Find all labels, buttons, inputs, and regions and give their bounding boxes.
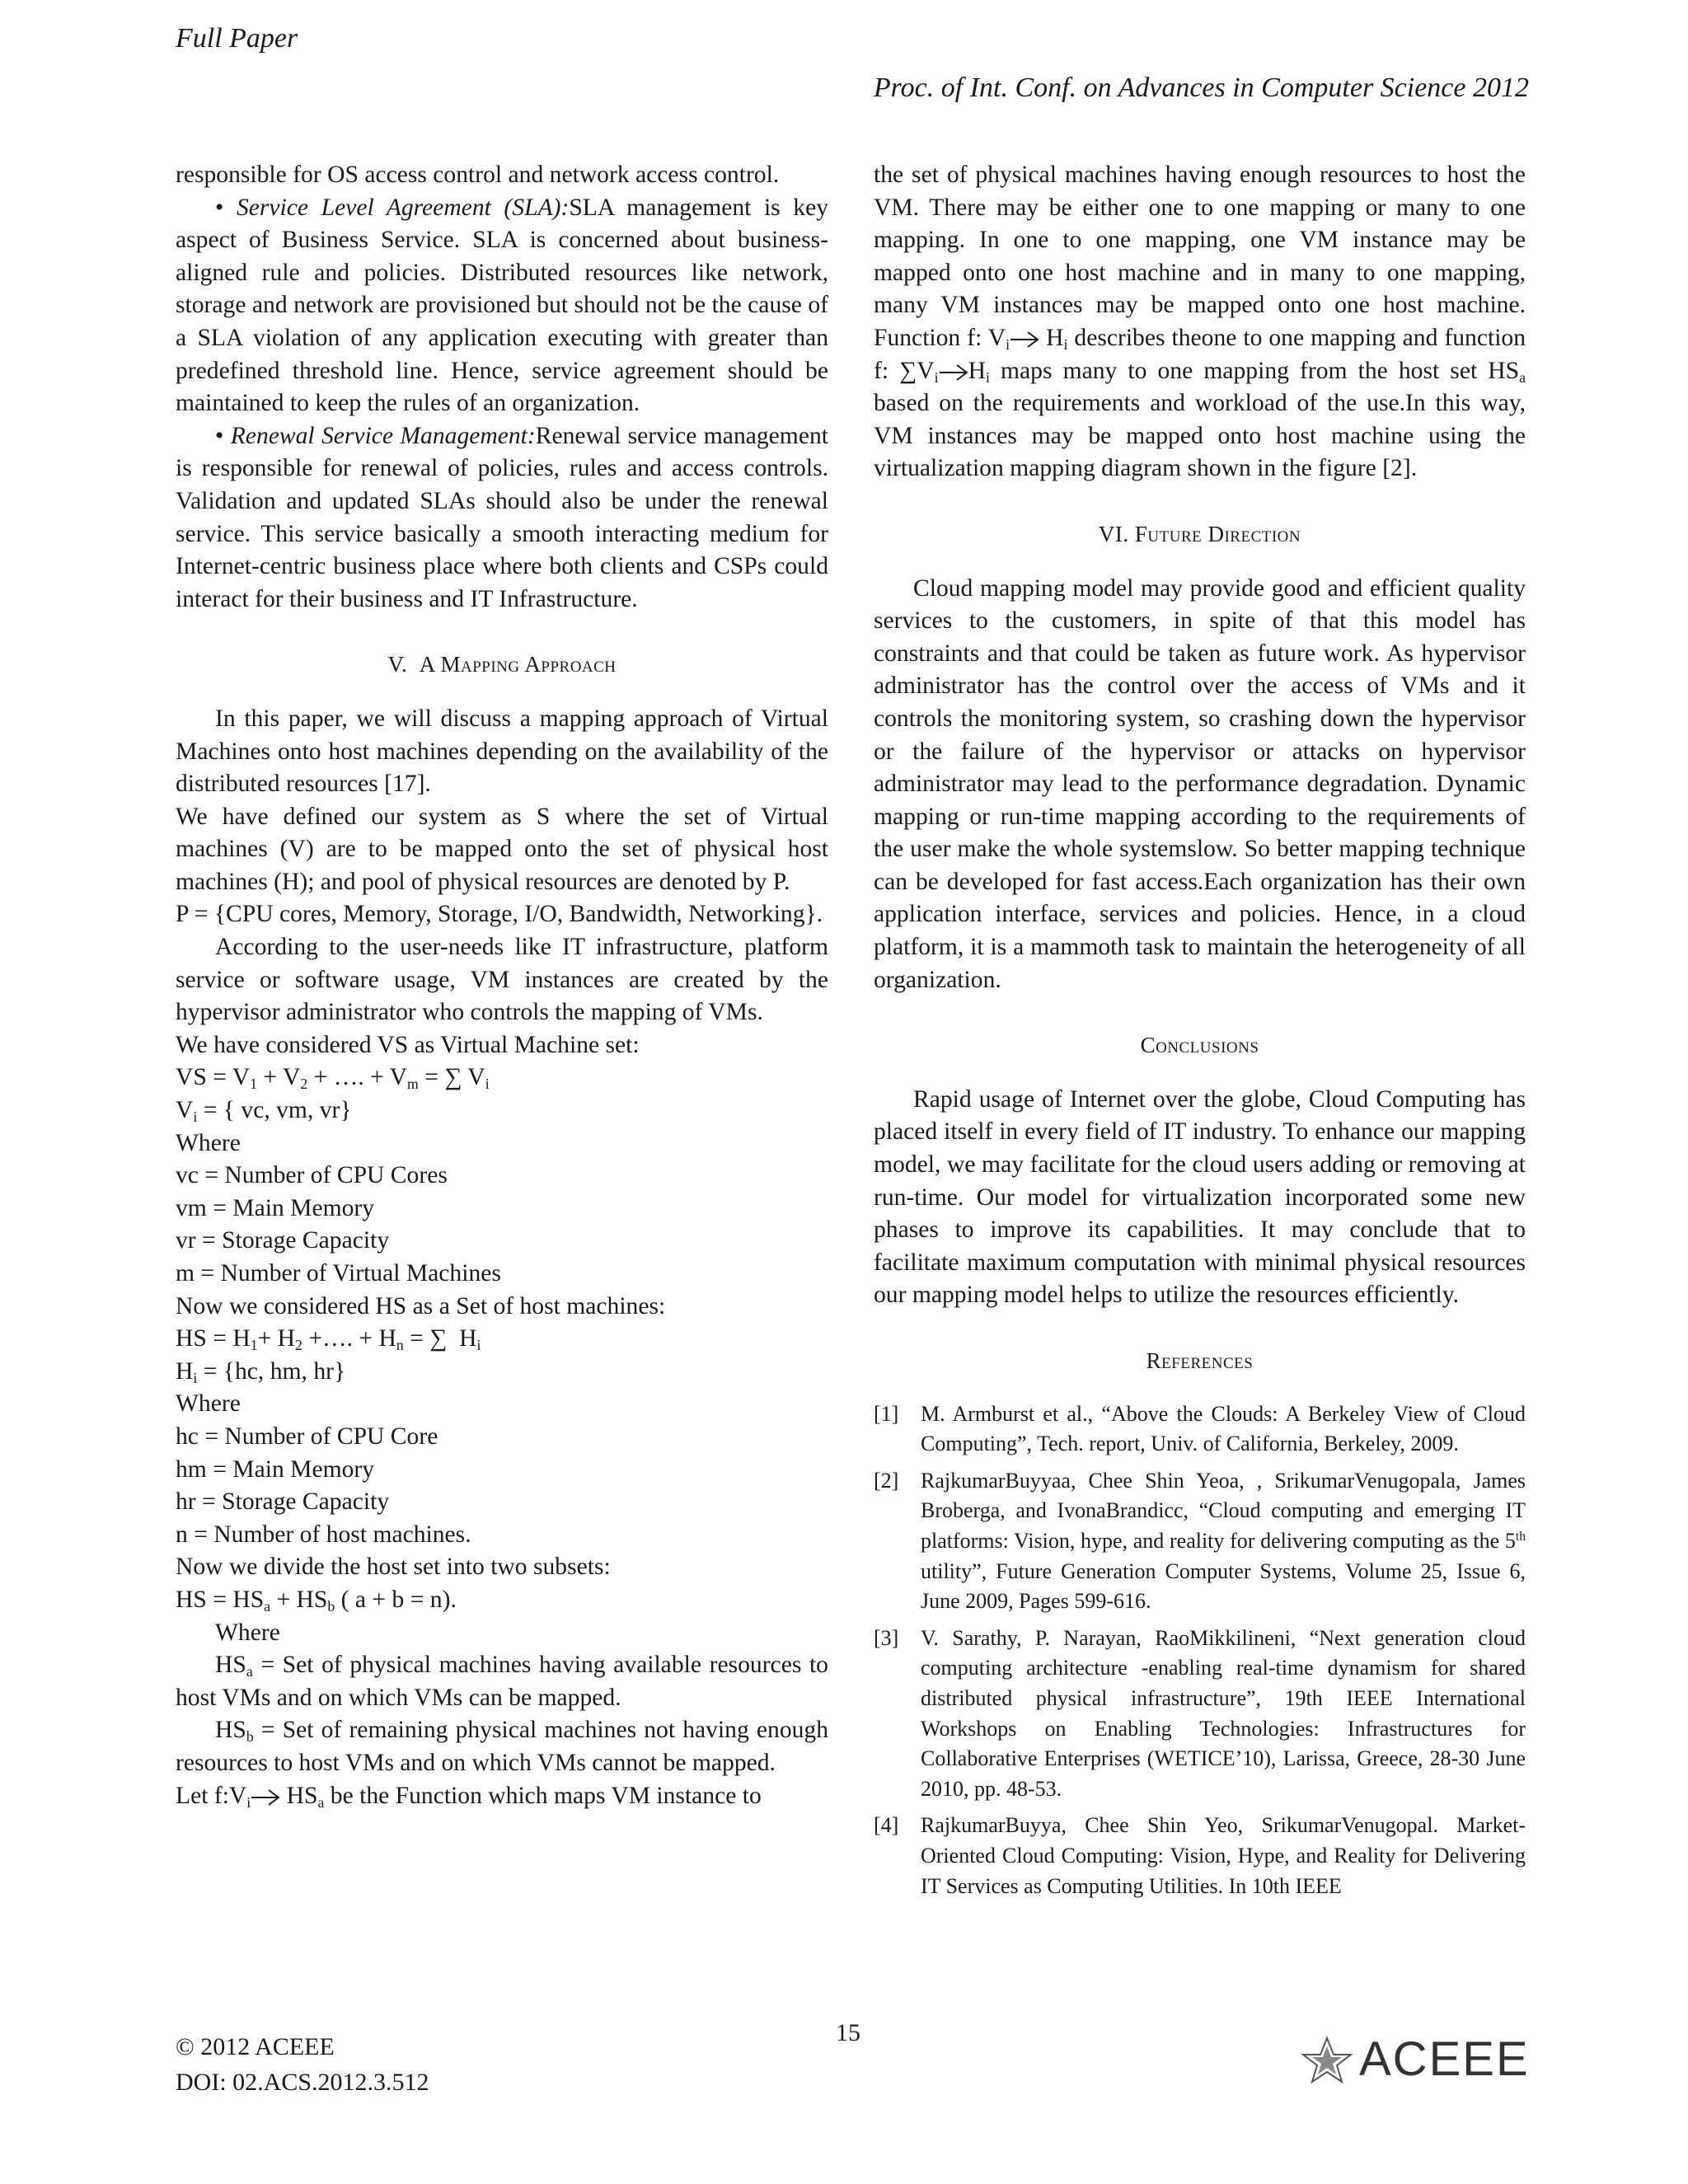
equation-vs: VS = $V_1 + V_2$ + …. + $V_m$ = ∑ $V_i$	[176, 1064, 490, 1093]
copyright: © 2012 ACEEE	[176, 2033, 335, 2060]
section-number: V.	[387, 652, 408, 677]
arrow-icon	[939, 363, 968, 382]
right-column	[874, 159, 1526, 1908]
definition-line: vr = Storage Capacity	[176, 1227, 390, 1254]
section-heading-6	[874, 518, 1526, 551]
reference-item: [3] V. Sarathy, P. Narayan, RaoMikkilineni, “Next generation cloud computing architecture -enabling real-time dynamism for shared distributed physical infrastructure”, 19th IEEE International Workshops on Enabling Technologies: Infrastructures for Collaborative Enterprises (WETICE’10), Larissa, Greece, 28-30 June 2010, pp. 48-53.	[874, 1625, 1526, 1801]
paragraph: According to the user-needs like IT infrastructure, platform service or software usage, VM instances are created by the hypervisor administrator who controls the mapping of VMs.	[176, 934, 828, 1026]
reference-item: [1] M. Armburst et al., “Above the Clouds: A Berkeley View of Cloud Computing”, Tech. report, Univ. of California, Berkeley, 2009.	[874, 1401, 1526, 1456]
definition-line: m = Number of Virtual Machines	[176, 1260, 501, 1286]
text-line: Where	[215, 1619, 280, 1646]
bullet-sla	[176, 192, 828, 420]
bullet-rsm	[176, 420, 828, 616]
section-number: VI.	[1098, 521, 1129, 546]
paragraph: Cloud mapping model may provide good and efficient quality services to the customers, in spite of that this model has constraints and that could be taken as future work. As hypervisor administrator has the control over the access of VMs and it controls the monitoring system, so crashing down the hypervisor or the failure of the hypervisor or attacks on hypervisor administrator may lead to the performance degradation. Dynamic mapping or run-time mapping according to the requirements of the user make the whole systemslow. So better mapping technique can be developed for fast access.Each organization has their own application interface, services and policies. Hence, in a cloud platform, it is a mammoth task to maintain the heterogeneity of all organization.	[874, 574, 1526, 993]
bullet-dot: •	[215, 194, 224, 221]
text-line: Where	[176, 1390, 241, 1418]
section-heading-conclusions	[874, 1029, 1526, 1062]
page-number: 15	[836, 2019, 860, 2046]
reference-item: [2] RajkumarBuyyaa, Chee Shin Yeoa, , SrikumarVenugopala, James Broberga, and IvonaBrandicc, “Cloud computing and emerging IT platforms: Vision, hype, and reality for delivering computing as the 5th utility”, Future Generation Computer Systems, Volume 25, Issue 6, June 2009, Pages 599-616.	[874, 1468, 1526, 1614]
equation-split: HS = $HS_a + HS_b$ ( a + b = n).	[176, 1586, 457, 1615]
section-title: Conclusions	[1140, 1033, 1259, 1058]
bullet-text: SLA management is key aspect of Business Service. SLA is concerned about business-aligned rule and policies. Distributed resources like network, storage and network are provisioned but should not be the cause of a SLA violation of any application executing with greater than predefined threshold line. Hence, service agreement should be maintained to keep the rules of an organization.	[176, 194, 828, 417]
left-column	[176, 159, 828, 1812]
footer-left	[176, 2029, 429, 2100]
definition-line: n = Number of host machines.	[176, 1521, 471, 1548]
paragraph: We have defined our system as S where the set of Virtual machines (V) are to be mapped onto the set of physical host machines (H); and pool of physical resources are denoted by P.	[176, 803, 828, 895]
definition-line: hm = Main Memory	[176, 1455, 375, 1483]
text-line: Now we considered HS as a Set of host machines:	[176, 1292, 666, 1319]
paragraph: In this paper, we will discuss a mapping approach of Virtual Machines onto host machines depending on the availability of the distributed resources [17].	[176, 705, 828, 798]
section-title: A Mapping Approach	[419, 652, 617, 677]
paragraph: responsible for OS access control and network access control.	[176, 162, 780, 188]
running-header-right: Proc. of Int. Conf. on Advances in Computer Science 2012	[873, 73, 1529, 103]
arrow-icon	[1010, 330, 1039, 349]
paragraph-mapping: the set of physical machines having enough resources to host the VM. There may be either one to one mapping or many to one mapping. In one to one mapping, one VM instance may be mapped onto one host machine and in many to one mapping, many VM instances may be mapped onto one host machine. Function f: $V_i$ $H_i$ describes theone to one mapping and function f: $\sum V_i$ $H_i$ maps many to one mapping from the host set $HS_a$ based on the requirements and workload of the use.In this way, VM instances may be mapped onto host machine using the virtualization mapping diagram shown in the figure [2].	[874, 162, 1526, 482]
paragraph: Rapid usage of Internet over the globe, Cloud Computing has placed itself in every field of IT industry. To enhance our mapping model, we may facilitate for the cloud users adding or removing at run-time. Our model for virtualization incorporated some new phases to improve its capabilities. It may conclude that to facilitate maximum computation with minimal physical resources our mapping model helps to utilize the resources efficiently.	[874, 1085, 1526, 1309]
bullet-dot: •	[215, 422, 224, 449]
star-logo-icon	[1298, 2035, 1356, 2084]
bullet-title: Renewal Service Management:	[230, 422, 536, 449]
logo-text: ACEEE	[1359, 2032, 1530, 2086]
definition-line: hc = Number of CPU Core	[176, 1422, 438, 1450]
section-heading-5	[176, 649, 828, 682]
text-line: We have considered VS as Virtual Machine set:	[176, 1031, 640, 1058]
reference-item: [4] RajkumarBuyya, Chee Shin Yeo, SrikumarVenugopal. Market-Oriented Cloud Computing: Vision, Hype, and Reality for Delivering IT Services as Computing Utilities. In 10th IEEE	[874, 1813, 1526, 1898]
doi: DOI: 02.ACS.2012.3.512	[176, 2069, 429, 2096]
bullet-title: Service Level Agreement (SLA):	[236, 194, 570, 221]
definition-hsb: $HS_b$ = Set of remaining physical machines not having enough resources to host VMs and on which VMs cannot be mapped.	[176, 1717, 829, 1776]
aceee-logo	[1298, 2032, 1530, 2087]
definition-line: vc = Number of CPU Cores	[176, 1162, 448, 1189]
text-line: Now we divide the host set into two subsets:	[176, 1554, 611, 1581]
function-line: Let $f:V_i$ $HS_a$ be the Function which maps VM instance to	[176, 1782, 762, 1811]
bullet-text: Renewal service management is responsible for renewal of policies, rules and access controls. Validation and updated SLAs should also be under the renewal service. This service basically a smooth interacting medium for Internet-centric business place where both clients and CSPs could interact for their business and IT Infrastructure.	[176, 422, 828, 612]
reference-list	[874, 1399, 1526, 1902]
definition-line: vm = Main Memory	[176, 1194, 375, 1221]
equation-hi: $H_i = \{hc$, hm, hr}	[176, 1357, 346, 1386]
equation-hs: HS = $H_1+ H_2$ +…. + $H_n$ = ∑ $H_i$	[176, 1325, 481, 1354]
section-heading-references	[874, 1345, 1526, 1378]
arrow-icon	[251, 1788, 280, 1807]
definition-hsa: $HS_a$ = Set of physical machines having available resources to host VMs and on which VMs can be mapped.	[176, 1652, 828, 1711]
section-title: References	[1146, 1348, 1254, 1373]
definition-line: hr = Storage Capacity	[176, 1488, 390, 1516]
equation-vi: $V_i$ = { vc, vm, vr}	[176, 1097, 352, 1126]
section-title: Future Direction	[1134, 521, 1301, 546]
paragraph: P = {CPU cores, Memory, Storage, I/O, Bandwidth, Networking}.	[176, 901, 823, 928]
running-header-left: Full Paper	[176, 23, 298, 54]
text-line: Where	[176, 1129, 241, 1156]
